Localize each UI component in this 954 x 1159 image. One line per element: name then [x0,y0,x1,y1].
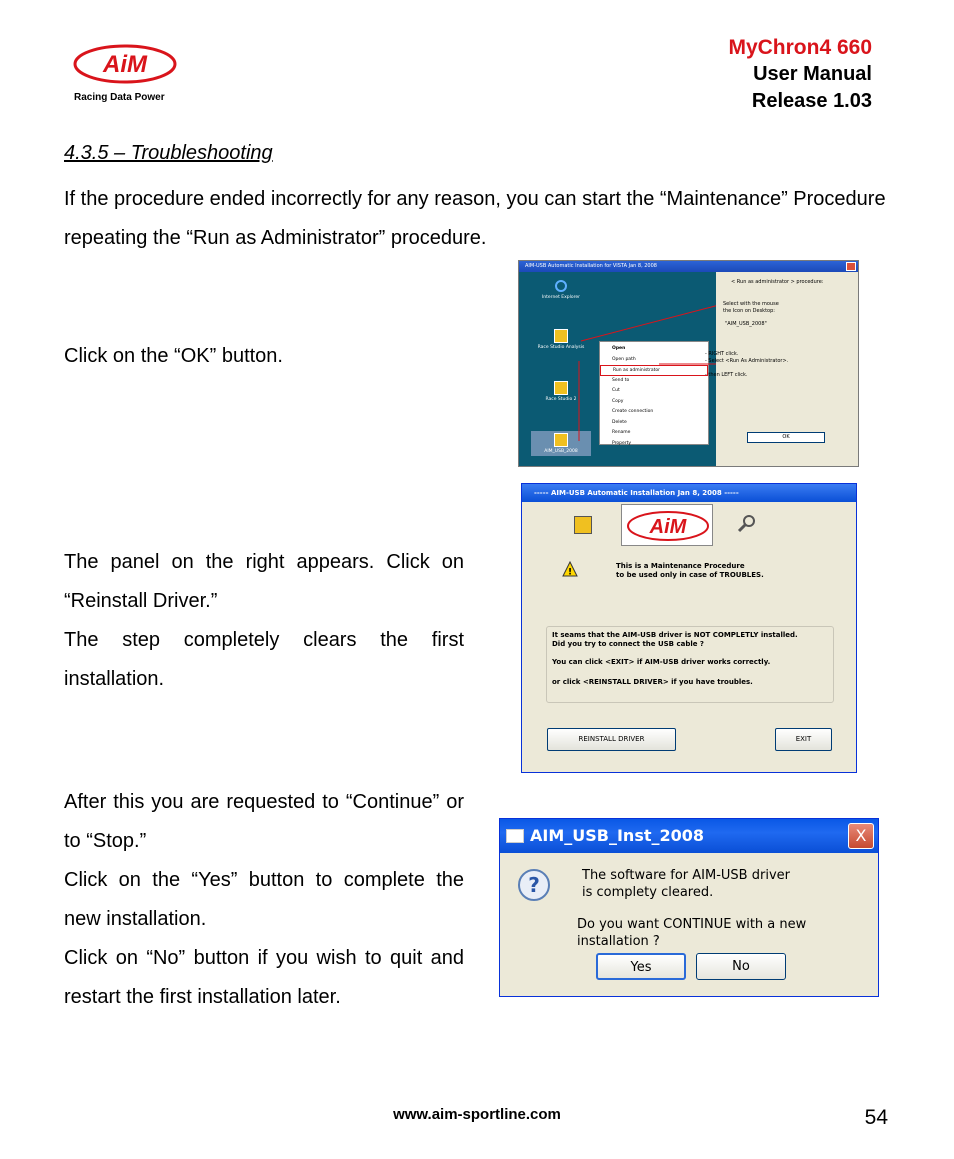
section-title: 4.3.5 – Troubleshooting [64,142,273,164]
instr-line2: the Icon on Desktop: [723,308,775,314]
page-number: 54 [864,1106,888,1129]
brand-name: MyChron4 660 [728,36,872,59]
step2-text-a: The panel on the right appears. Click on “Reinstall Driver.” [64,551,464,612]
instr-line4: - RIGHT click. [705,351,739,357]
ok-button[interactable]: OK [747,432,825,443]
desktop-icon-label: Internet Explorer [541,295,581,300]
footer-url: www.aim-sportline.com [393,1106,561,1123]
svg-text:AiM: AiM [649,516,687,538]
status-line2: Did you try to connect the USB cable ? [552,640,704,648]
instr-line1: Select with the mouse [723,301,779,307]
vista-install-screenshot [518,260,859,467]
status-line3: You can click <EXIT> if AIM-USB driver works correctly. [552,658,771,666]
maintenance-line1: This is a Maintenance Procedure [616,562,745,570]
document-header [728,34,872,115]
desktop-icon-label: Race Studio Analysis [537,345,585,350]
instr-title: < Run as administrator > procedure: [731,279,824,285]
aim-logo [70,40,180,106]
step1-text: Click on the “OK” button. [64,345,283,367]
yes-button[interactable]: Yes [596,953,686,980]
doc-type: User Manual [753,63,872,85]
dialog-titlebar: AIM_USB_Inst_2008 [500,819,878,853]
status-line1: It seams that the AIM-USB driver is NOT COMPLETLY installed. [552,631,798,639]
warning-icon [562,561,578,577]
reinstall-driver-button[interactable]: REINSTALL DRIVER [547,728,676,751]
menu-item-delete: Delete [612,419,627,425]
menu-item-copy: Copy [612,398,624,404]
menu-item-run-as-admin: Run as administrator [600,365,708,376]
dialog-line1: The software for AIM-USB driver [582,868,790,883]
dialog-question: Do you want CONTINUE with a new installation ? [577,917,807,949]
svg-text:AiM: AiM [103,51,147,78]
step3-text-a: After this you are requested to “Continue” or to “Stop.” [64,791,464,852]
menu-item-create-connection: Create connection [612,409,654,414]
step2-text-b: The step completely clears the first installation. [64,629,464,690]
menu-item-open-path: Open path [612,356,636,362]
desktop-icon-label: Race Studio 2 [545,397,577,402]
instr-line5: - Select <Run As Administrator>. [705,358,789,364]
instr-line3: "AIM_USB_2008" [725,321,767,327]
menu-item-send-to: Send to [612,377,630,383]
no-button[interactable]: No [696,953,786,980]
instr-line6: - then LEFT click. [705,372,748,378]
step3-text-b: Click on the “Yes” button to complete the new installation. [64,869,464,930]
dialog-line2: is complety cleared. [582,885,714,900]
svg-text:!: ! [567,567,573,577]
svg-text:?: ? [528,873,540,897]
menu-item-cut: Cut [612,388,620,393]
logo-tagline: Racing Data Power [74,92,165,103]
close-button[interactable]: X [848,823,874,849]
window-titlebar: ----- AIM-USB Automatic Installation Jan 8, 2008 ----- [522,484,856,502]
question-icon [516,869,552,905]
desktop-icon-label: AIM_USB_2008 [544,449,578,454]
maintenance-screenshot [521,483,857,773]
wrench-icon [736,514,756,534]
release: Release 1.03 [751,90,872,112]
exit-button[interactable]: EXIT [775,728,832,751]
window-icon [506,829,524,843]
maintenance-line2: to be used only in case of TROUBLES. [616,571,764,579]
window-titlebar: AIM-USB Automatic Installation for VISTA Jan 8, 2008 [519,261,858,272]
aim-usb-icon [574,516,592,534]
step3-text-c: Click on “No” button if you wish to quit and restart the first installation later. [64,947,464,1008]
menu-item-property: Property [612,440,632,446]
aim-logo-box [621,504,713,546]
status-line4: or click <REINSTALL DRIVER> if you have troubles. [552,678,753,686]
menu-item-open: Open [612,346,626,351]
intro-paragraph: If the procedure ended incorrectly for any reason, you can start the “Maintenance” Procedure repeating the “Run as Administrator” procedure. [64,188,886,249]
continue-dialog-screenshot [499,818,879,997]
menu-item-rename: Rename [612,430,631,435]
